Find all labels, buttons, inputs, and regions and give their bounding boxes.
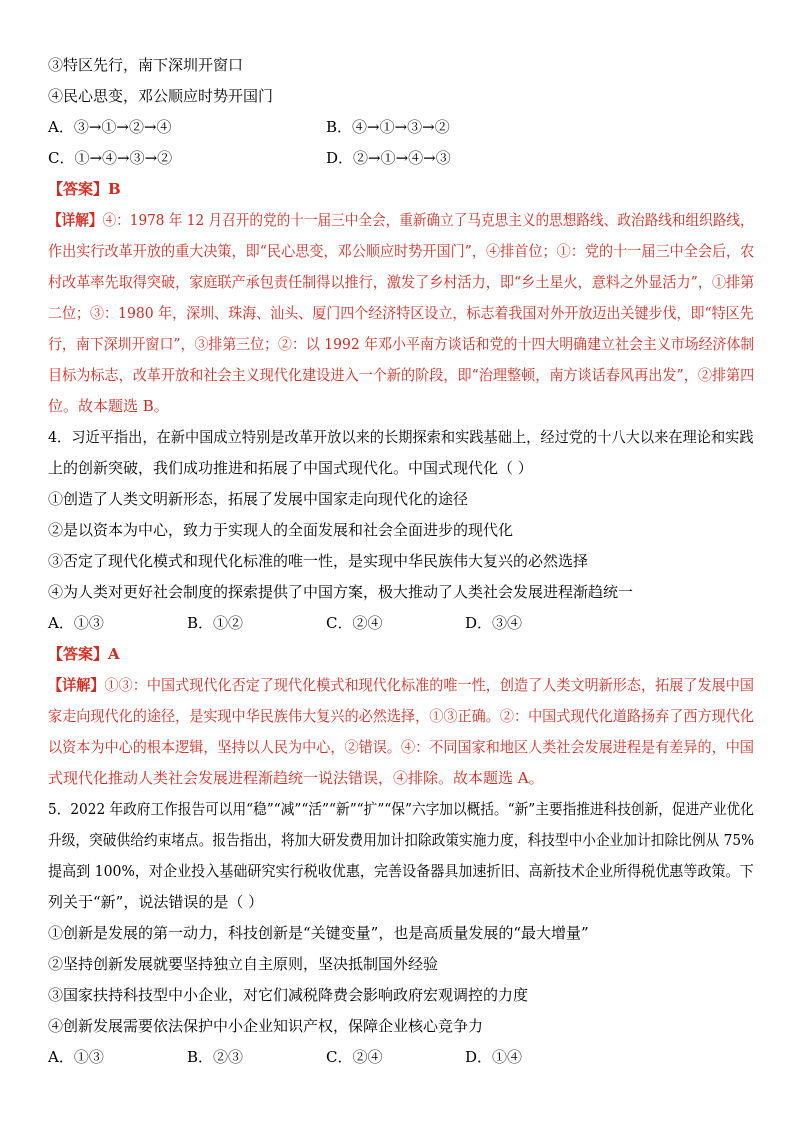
answer-tag: 【答案】 xyxy=(48,645,109,663)
q5-stem-line-2: 升级，突破供给约束堵点。报告指出，将加大研发费用加计扣除政策实施力度，科技型中小企业加计扣除比例从 75% xyxy=(48,831,755,849)
q3-detail-line-7: 位。故本题选 B。 xyxy=(48,397,169,415)
q3-option-d: D．②→①→④→③ xyxy=(326,149,451,167)
q4-option-d: D．③④ xyxy=(465,614,523,632)
answer-value: A xyxy=(108,645,120,663)
q3-detail-line-1 xyxy=(48,210,754,230)
q4-item-1: ①创造了人类文明新形态，拓展了发展中国家走向现代化的途径 xyxy=(48,490,469,508)
q5-item-3: ③国家扶持科技型中小企业，对它们减税降费会影响政府宏观调控的力度 xyxy=(48,986,529,1004)
q3-answer xyxy=(48,179,121,199)
answer-value: B xyxy=(108,180,121,198)
q3-option-a: A．③→①→②→④ xyxy=(48,118,172,136)
q3-detail-line-5: 行，南下深圳开窗口”，③排第三位；②：以 1992 年邓小平南方谈话和党的十四大明确建立社会主义市场经济体制 xyxy=(48,335,755,353)
q4-answer xyxy=(48,644,120,664)
q5-item-2: ②坚持创新发展就要坚持独立自主原则，坚决抵制国外经验 xyxy=(48,955,439,973)
q3-detail-line-2: 作出实行改革开放的重大决策，即“民心思变，邓公顺应时势开国门”，④排首位；①：党的十一届三中全会后，农 xyxy=(48,242,755,260)
q5-item-1: ①创新是发展的第一动力，科技创新是“关键变量”，也是高质量发展的“最大增量” xyxy=(48,924,589,942)
detail-text: ①③：中国式现代化否定了现代化模式和现代化标准的唯一性，创造了人类文明新形态，拓展了发展中国 xyxy=(104,676,755,694)
q4-item-4: ④为人类对更好社会制度的探索提供了中国方案，极大推动了人类社会发展进程渐趋统一 xyxy=(48,583,634,601)
q5-option-b: B．②③ xyxy=(187,1048,244,1066)
detail-tag: 【详解】 xyxy=(48,676,105,694)
q3-detail-line-3: 村改革率先取得突破，家庭联产承包责任制得以推行，激发了乡村活力，即“乡土星火，意料之外显活力”，①排第 xyxy=(48,273,755,291)
q4-item-3: ③否定了现代化模式和现代化标准的唯一性，是实现中华民族伟大复兴的必然选择 xyxy=(48,552,589,570)
q3-detail-line-4: 二位；③：1980 年，深圳、珠海、汕头、厦门四个经济特区设立，标志着我国对外开放迈出关键步伐，即“特区先 xyxy=(48,304,754,322)
q4-detail-line-2: 家走向现代化的途径，是实现中华民族伟大复兴的必然选择，①③正确。②：中国式现代化道路扬弃了西方现代化 xyxy=(48,707,754,725)
q4-stem-line-2: 上的创新突破，我们成功推进和拓展了中国式现代化。中国式现代化（ ） xyxy=(48,459,533,477)
q4-detail-line-4: 式现代化推动人类社会发展进程渐趋统一说法错误，④排除。故本题选 A。 xyxy=(48,769,544,787)
q3-item-3: ③特区先行，南下深圳开窗口 xyxy=(48,56,244,74)
q4-item-2: ②是以资本为中心，致力于实现人的全面发展和社会全面进步的现代化 xyxy=(48,521,514,539)
q5-option-d: D．①④ xyxy=(465,1048,523,1066)
q4-option-b: B．①② xyxy=(187,614,244,632)
q3-item-4: ④民心思变，邓公顺应时势开国门 xyxy=(48,87,274,105)
q5-option-a: A．①③ xyxy=(48,1048,104,1066)
q4-stem-line-1: 4．习近平指出，在新中国成立特别是改革开放以来的长期探索和实践基础上，经过党的十八大以来在理论和实践 xyxy=(48,428,754,446)
detail-tag: 【详解】 xyxy=(48,211,103,229)
q4-option-a: A．①③ xyxy=(48,614,104,632)
answer-tag: 【答案】 xyxy=(48,180,109,198)
q5-stem-line-3: 提高到 100%，对企业投入基础研究实行税收优惠，完善设备器具加速折旧、高新技术企业所得税优惠等政策。下 xyxy=(48,862,754,880)
q5-stem-line-4: 列关于“新”，说法错误的是（ ） xyxy=(48,893,264,911)
q3-option-b: B．④→①→③→② xyxy=(326,118,450,136)
q4-detail-line-3: 以资本为中心的根本逻辑，坚持以人民为中心，②错误。④：不同国家和地区人类社会发展进程是有差异的，中国 xyxy=(48,738,754,756)
q4-option-c: C．②④ xyxy=(326,614,383,632)
q4-detail-line-1 xyxy=(48,675,754,695)
q3-detail-line-6: 目标为标志，改革开放和社会主义现代化建设进入一个新的阶段，即“治理整顿，南方谈话春风再出发”，②排第四 xyxy=(48,366,755,384)
q3-option-c: C．①→④→③→② xyxy=(48,149,173,167)
q5-option-c: C．②④ xyxy=(326,1048,383,1066)
q5-stem-line-1: 5．2022 年政府工作报告可以用“稳”“减”“活”“新”“扩”“保”六字加以概括。“新”主要指推进科技创新，促进产业优化 xyxy=(48,800,754,818)
detail-text: ④：1978 年 12 月召开的党的十一届三中全会，重新确立了马克思主义的思想路线、政治路线和组织路线， xyxy=(102,211,754,229)
q5-item-4: ④创新发展需要依法保护中小企业知识产权，保障企业核心竞争力 xyxy=(48,1017,484,1035)
